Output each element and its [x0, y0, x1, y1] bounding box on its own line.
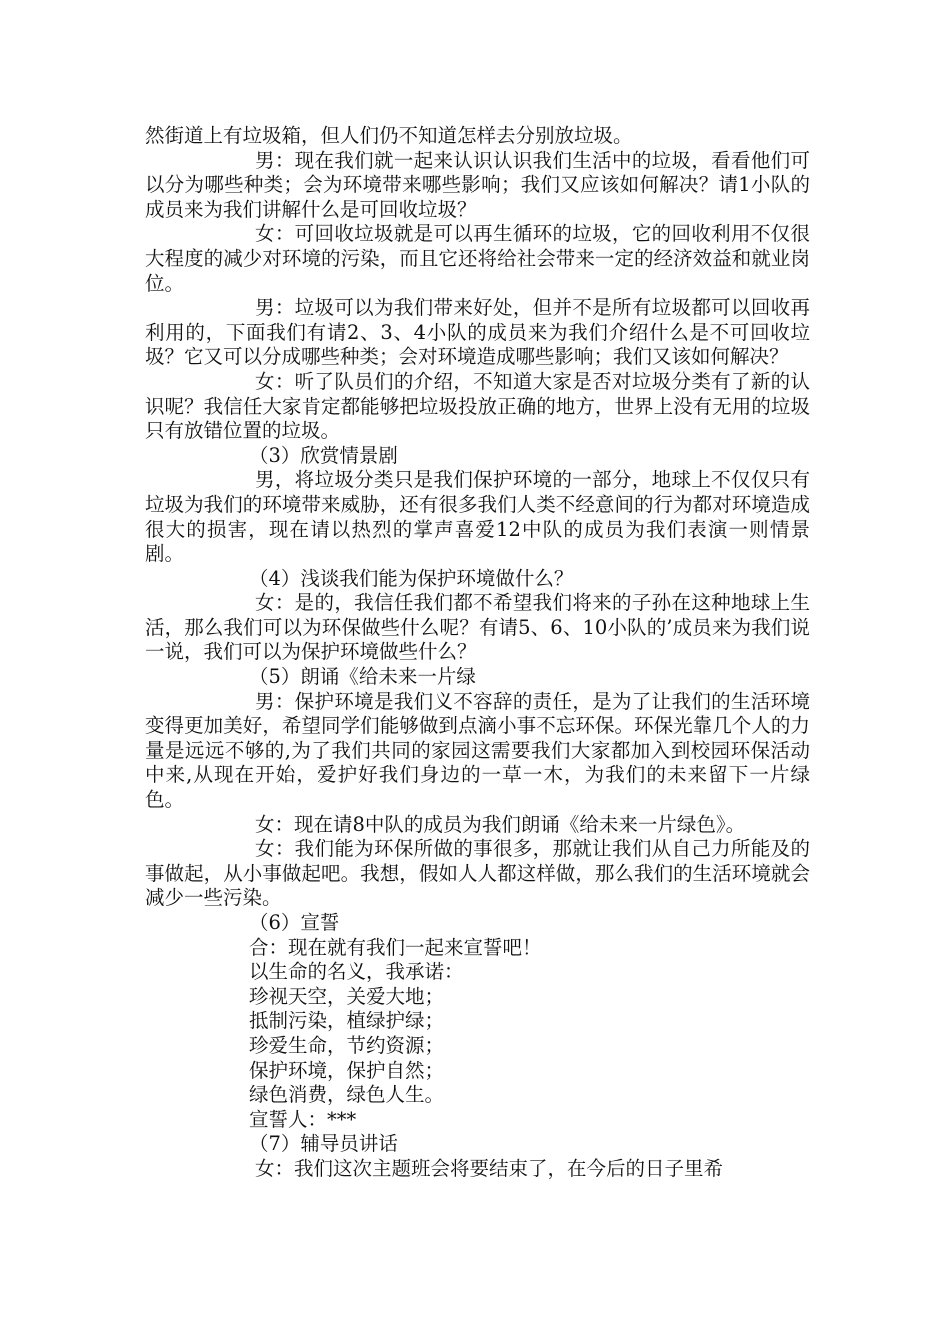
oath-line: 以生命的名义，我承诺：: [249, 960, 464, 984]
paragraph-female-protect: 女：是的，我信任我们都不希望我们将来的子孙在这种地球上生活，那么我们可以为环保做些什么呢？有请5、6、10小队的’成员来为我们说一说，我们可以为保护环境做些什么？: [145, 591, 810, 664]
paragraph-male-intro-garbage: 男：现在我们就一起来认识认识我们生活中的垃圾，看看他们可以分为哪些种类；会为环境带来哪些影响；我们又应该如何解决？请1小队的成员来为我们讲解什么是可回收垃圾？: [145, 148, 810, 221]
oath-intro: 合：现在就有我们一起来宣誓吧！: [249, 935, 542, 959]
paragraph-male-non-recyclable: 男：垃圾可以为我们带来好处，但并不是所有垃圾都可以回收再利用的，下面我们有请2、3、4小队的成员来为我们介绍什么是不可回收垃圾？它又可以分成哪些种类；会对环境造成哪些影响；我们又该如何解决？: [145, 296, 810, 369]
section-heading-4: （4）浅谈我们能为保护环境做什么？: [249, 566, 574, 590]
paragraph-male-responsibility: 男：保护环境是我们义不容辞的责任，是为了让我们的生活环境变得更加美好，希望同学们能够做到点滴小事不忘环保。环保光靠几个人的力量是远远不够的,为了我们共同的家园这需要我们大家都加入到校园环保活动中来,从现在开始，爱护好我们身边的一草一木，为我们的未来留下一片绿色。: [145, 689, 810, 812]
oath-line: 保护环境，保护自然；: [249, 1058, 445, 1082]
paragraph-male-skit: 男，将垃圾分类只是我们保护环境的一部分，地球上不仅仅只有垃圾为我们的环境带来威胁，还有很多我们人类不经意间的行为都对环境造成很大的损害，现在请以热烈的掌声喜爱12中队的成员为我们表演一则情景剧。: [145, 468, 810, 566]
section-heading-3: （3）欣赏情景剧: [249, 443, 398, 467]
paragraph-female-recyclable: 女：可回收垃圾就是可以再生循环的垃圾，它的回收利用不仅很大程度的减少对环境的污染，而且它还将给社会带来一定的经济效益和就业岗位。: [145, 222, 810, 295]
section-heading-7: （7）辅导员讲话: [249, 1132, 398, 1156]
section-heading-5: （5）朗诵《给未来一片绿: [249, 665, 476, 689]
paragraph-female-actions: 女：我们能为环保所做的事很多，那就让我们从自己力所能及的事做起，从小事做起吧。我想，假如人人都这样做，那么我们的生活环境就会减少一些污染。: [145, 837, 810, 910]
oath-line: 珍视天空，关爱大地；: [249, 984, 445, 1008]
paragraph-female-recite: 女：现在请8中队的成员为我们朗诵《给未来一片绿色》。: [255, 812, 746, 836]
paragraph-continuation: 然街道上有垃圾箱，但人们仍不知道怎样去分别放垃圾。: [145, 124, 633, 147]
document-body: [145, 124, 810, 1182]
oath-line: 珍爱生命，节约资源；: [249, 1033, 445, 1057]
paragraph-female-closing: 女：我们这次主题班会将要结束了，在今后的日子里希: [255, 1156, 724, 1180]
section-heading-6: （6）宣誓: [249, 911, 340, 934]
paragraph-female-summary: 女：听了队员们的介绍，不知道大家是否对垃圾分类有了新的认识呢？我信任大家肯定都能够把垃圾投放正确的地方，世界上没有无用的垃圾只有放错位置的垃圾。: [145, 369, 810, 443]
oath-line: 绿色消费，绿色人生。: [249, 1083, 445, 1107]
oath-signer: 宣誓人：***: [249, 1107, 357, 1131]
oath-line: 抵制污染，植绿护绿；: [249, 1009, 445, 1033]
